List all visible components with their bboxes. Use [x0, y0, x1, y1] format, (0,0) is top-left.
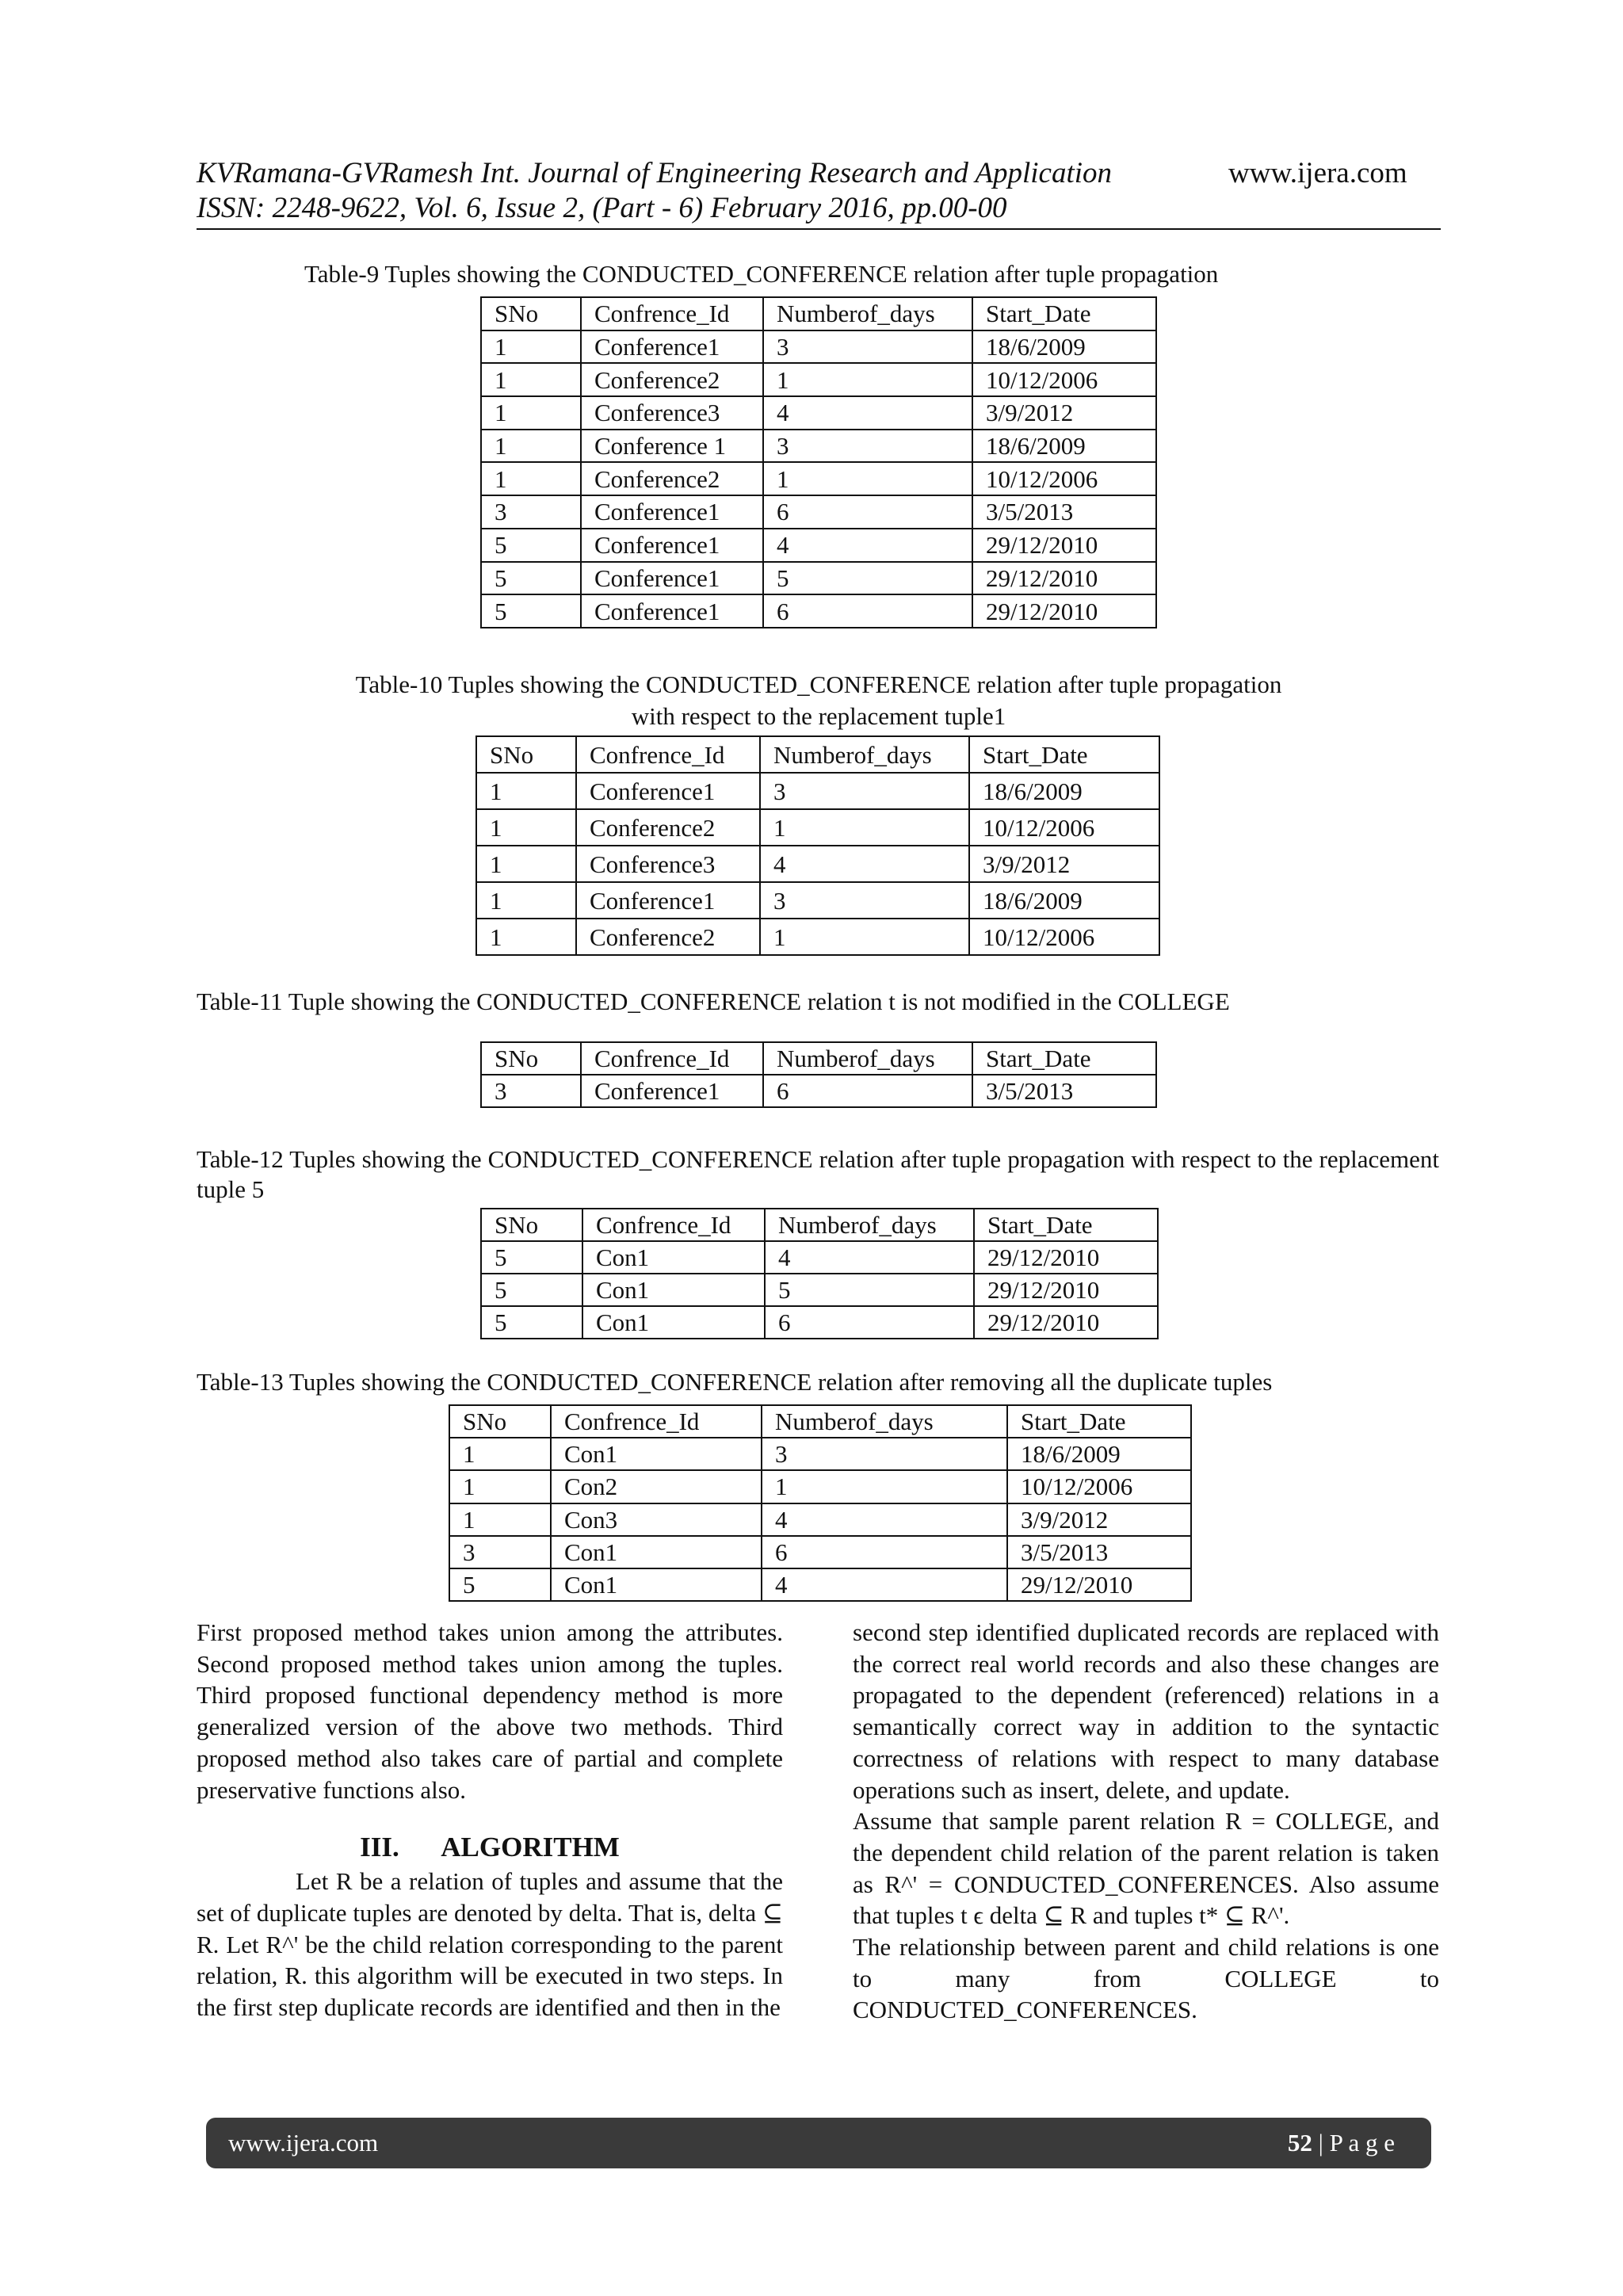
table-cell: 18/6/2009 — [969, 773, 1159, 809]
table-cell: 4 — [760, 846, 969, 882]
table-row — [449, 1536, 1191, 1568]
table-cell: 18/6/2009 — [972, 330, 1156, 364]
table-cell: 5 — [481, 1241, 582, 1274]
table-cell: Conference1 — [576, 773, 760, 809]
table-cell: 3/5/2013 — [1007, 1536, 1191, 1568]
table-row — [449, 1503, 1191, 1536]
table-cell: 3 — [760, 882, 969, 919]
table-cell: Confrence_Id — [581, 297, 763, 330]
table-row — [481, 562, 1156, 595]
table-cell: 6 — [763, 1075, 972, 1107]
table-cell: Con1 — [551, 1438, 762, 1470]
table-cell: SNo — [481, 297, 581, 330]
table-cell: 1 — [760, 919, 969, 955]
table-cell: 3/5/2013 — [972, 1075, 1156, 1107]
right-paragraph-3: The relationship between parent and child relations is one to many from COLLEGE to CONDUCTED_CONFERENCES. — [853, 1933, 1439, 2024]
table-cell: Conference 1 — [581, 430, 763, 463]
table-cell: 5 — [481, 594, 581, 628]
table-cell: Numberof_days — [763, 1042, 972, 1075]
table-cell: 29/12/2010 — [972, 529, 1156, 562]
table-cell: 1 — [762, 1470, 1007, 1503]
table-cell: 3 — [763, 330, 972, 364]
table-cell: 10/12/2006 — [972, 363, 1156, 396]
footer-bar — [206, 2118, 1431, 2168]
table-row — [481, 1075, 1156, 1107]
table-cell: Start_Date — [974, 1209, 1158, 1241]
table-cell: 29/12/2010 — [1007, 1568, 1191, 1601]
table-header-row — [481, 1042, 1156, 1075]
table-cell: Conference1 — [581, 1075, 763, 1107]
table-row — [476, 846, 1159, 882]
right-paragraph-2: Assume that sample parent relation R = COLLEGE, and the dependent child relation of the parent relation is taken as R^' = CONDUCTED_CONFERENCES. Also assume that tuples t ϵ delta ⊆ R and tuples t* ⊆ R^'. — [853, 1807, 1439, 1930]
left-paragraph-2: Let R be a relation of tuples and assume that the set of duplicate tuples are denoted by delta. That is, delta ⊆ R. Let R^' be the child relation corresponding to the parent relation, R. this algorithm will be executed in two steps. In the first step duplicate records are identified and then in the — [197, 1867, 783, 2022]
table-cell: Confrence_Id — [582, 1209, 765, 1241]
table-cell: Conference1 — [581, 562, 763, 595]
table-cell: 1 — [476, 773, 576, 809]
table-cell: 1 — [763, 363, 972, 396]
right-column — [853, 1617, 1439, 2026]
table-cell: 4 — [763, 396, 972, 430]
table-cell: 6 — [762, 1536, 1007, 1568]
table-cell: 5 — [481, 562, 581, 595]
table-cell: 1 — [449, 1470, 551, 1503]
table-cell: 5 — [481, 529, 581, 562]
table-row — [481, 430, 1156, 463]
table-cell: 1 — [476, 919, 576, 955]
table-row — [476, 773, 1159, 809]
table-cell: Con1 — [582, 1274, 765, 1306]
table-cell: 3/9/2012 — [1007, 1503, 1191, 1536]
table-row — [481, 594, 1156, 628]
table-cell: 4 — [762, 1503, 1007, 1536]
table-cell: Con3 — [551, 1503, 762, 1536]
table-cell: 29/12/2010 — [972, 594, 1156, 628]
table-cell: 3 — [763, 430, 972, 463]
table-cell: Conference2 — [576, 919, 760, 955]
table-cell: Start_Date — [969, 736, 1159, 773]
table-cell: Con2 — [551, 1470, 762, 1503]
table-cell: 4 — [762, 1568, 1007, 1601]
table-cell: 29/12/2010 — [972, 562, 1156, 595]
table-row — [449, 1470, 1191, 1503]
table-row — [449, 1438, 1191, 1470]
footer-page — [1288, 2129, 1395, 2157]
table-cell: 3 — [762, 1438, 1007, 1470]
table-cell: 3 — [760, 773, 969, 809]
table-row — [481, 462, 1156, 495]
table12-caption: Table-12 Tuples showing the CONDUCTED_CONFERENCE relation after tuple propagation with respect to the replacement tuple 5 — [197, 1145, 1439, 1203]
table-cell: SNo — [476, 736, 576, 773]
issn-line: ISSN: 2248-9622, Vol. 6, Issue 2, (Part - 6) February 2016, pp.00-00 — [197, 192, 1007, 224]
table13-caption: Table-13 Tuples showing the CONDUCTED_CONFERENCE relation after removing all the duplicate tuples — [197, 1368, 1273, 1396]
table-cell: 10/12/2006 — [969, 919, 1159, 955]
table-cell: Numberof_days — [760, 736, 969, 773]
table-row — [481, 396, 1156, 430]
table-cell: 3/9/2012 — [972, 396, 1156, 430]
table-row — [481, 529, 1156, 562]
table-cell: 18/6/2009 — [972, 430, 1156, 463]
table-cell: Conference1 — [576, 882, 760, 919]
table-cell: 1 — [763, 462, 972, 495]
page-label: | P a g e — [1318, 2129, 1395, 2157]
table-cell: 5 — [481, 1306, 582, 1339]
table-cell: 6 — [765, 1306, 974, 1339]
table10 — [475, 735, 1160, 956]
table-cell: 1 — [481, 330, 581, 364]
table-cell: 18/6/2009 — [969, 882, 1159, 919]
table-cell: Confrence_Id — [551, 1405, 762, 1438]
table-cell: Conference2 — [581, 462, 763, 495]
table-cell: Conference3 — [576, 846, 760, 882]
table-cell: Con1 — [582, 1241, 765, 1274]
table-cell: SNo — [481, 1042, 581, 1075]
table-cell: Numberof_days — [762, 1405, 1007, 1438]
footer-website[interactable]: www.ijera.com — [228, 2129, 379, 2157]
table-cell: Con1 — [582, 1306, 765, 1339]
table-cell: Conference1 — [581, 594, 763, 628]
table-cell: 5 — [763, 562, 972, 595]
table-cell: Conference2 — [576, 809, 760, 846]
table-cell: 1 — [476, 846, 576, 882]
table11 — [480, 1041, 1157, 1108]
table-cell: 18/6/2009 — [1007, 1438, 1191, 1470]
table-cell: 29/12/2010 — [974, 1241, 1158, 1274]
table10-caption-line2: with respect to the replacement tuple1 — [631, 702, 1006, 730]
table-cell: 3 — [449, 1536, 551, 1568]
table-row — [481, 1241, 1158, 1274]
page-number: 52 — [1287, 2129, 1312, 2157]
table-row — [481, 1306, 1158, 1339]
table9 — [480, 296, 1157, 628]
table-cell: 29/12/2010 — [974, 1306, 1158, 1339]
table-cell: Confrence_Id — [581, 1042, 763, 1075]
table11-caption: Table-11 Tuple showing the CONDUCTED_CONFERENCE relation t is not modified in the COLLEGE — [197, 988, 1230, 1015]
table-header-row — [481, 297, 1156, 330]
table-cell: 6 — [763, 594, 972, 628]
section-heading-algorithm — [197, 1829, 783, 1866]
table-cell: 6 — [763, 495, 972, 529]
table-cell: Con1 — [551, 1536, 762, 1568]
table-cell: 3 — [481, 495, 581, 529]
table-cell: Conference1 — [581, 495, 763, 529]
table-row — [481, 495, 1156, 529]
table-header-row — [476, 736, 1159, 773]
journal-website[interactable]: www.ijera.com — [1228, 157, 1407, 189]
table-cell: Numberof_days — [763, 297, 972, 330]
left-column — [197, 1617, 783, 2023]
section-title: ALGORITHM — [441, 1832, 620, 1863]
table-cell: Confrence_Id — [576, 736, 760, 773]
table-cell: 29/12/2010 — [974, 1274, 1158, 1306]
table-cell: Conference3 — [581, 396, 763, 430]
table9-caption: Table-9 Tuples showing the CONDUCTED_CONFERENCE relation after tuple propagation — [304, 260, 1219, 288]
table-cell: Conference2 — [581, 363, 763, 396]
table-cell: 1 — [481, 462, 581, 495]
table13 — [449, 1404, 1192, 1602]
table-cell: 10/12/2006 — [969, 809, 1159, 846]
table-header-row — [481, 1209, 1158, 1241]
left-paragraph-1: First proposed method takes union among the attributes. Second proposed method takes union among the tuples. Third proposed functional dependency method is more generalized version of the above two methods. Third proposed method also takes care of partial and complete preservative functions also. — [197, 1618, 783, 1804]
table-row — [481, 363, 1156, 396]
table-cell: 10/12/2006 — [972, 462, 1156, 495]
table-cell: SNo — [481, 1209, 582, 1241]
table-cell: 3/5/2013 — [972, 495, 1156, 529]
header-rule — [197, 228, 1441, 230]
right-paragraph-1: second step identified duplicated records are replaced with the correct real world records and also these changes are propagated to the dependent (referenced) relations in a semantically correct way in addition to the syntactic correctness of relations with respect to many database operations such as insert, delete, and update. — [853, 1618, 1439, 1804]
table-cell: 1 — [476, 809, 576, 846]
table-cell: 1 — [449, 1438, 551, 1470]
journal-title-line: KVRamana-GVRamesh Int. Journal of Engineering Research and Application — [197, 157, 1113, 189]
table-cell: 1 — [760, 809, 969, 846]
table-cell: Conference1 — [581, 529, 763, 562]
table-cell: Start_Date — [1007, 1405, 1191, 1438]
table-cell: Numberof_days — [765, 1209, 974, 1241]
table-cell: Start_Date — [972, 297, 1156, 330]
table-cell: 3/9/2012 — [969, 846, 1159, 882]
table-cell: SNo — [449, 1405, 551, 1438]
table-cell: 1 — [476, 882, 576, 919]
table-cell: 4 — [763, 529, 972, 562]
table-row — [476, 809, 1159, 846]
table-header-row — [449, 1405, 1191, 1438]
table-row — [476, 882, 1159, 919]
table-cell: Start_Date — [972, 1042, 1156, 1075]
table-row — [476, 919, 1159, 955]
table-cell: 1 — [481, 363, 581, 396]
table-cell: 10/12/2006 — [1007, 1470, 1191, 1503]
table-row — [481, 330, 1156, 364]
table-cell: 5 — [449, 1568, 551, 1601]
table-row — [481, 1274, 1158, 1306]
table-cell: Con1 — [551, 1568, 762, 1601]
table-cell: 5 — [765, 1274, 974, 1306]
table-cell: Conference1 — [581, 330, 763, 364]
table10-caption — [197, 669, 1441, 732]
table-cell: 3 — [481, 1075, 581, 1107]
table-cell: 1 — [481, 430, 581, 463]
table-cell: 1 — [481, 396, 581, 430]
table-cell: 5 — [481, 1274, 582, 1306]
table10-caption-line1: Table-10 Tuples showing the CONDUCTED_CONFERENCE relation after tuple propagation — [355, 670, 1282, 698]
table-cell: 4 — [765, 1241, 974, 1274]
section-number: III. — [360, 1832, 399, 1863]
table-row — [449, 1568, 1191, 1601]
table12 — [480, 1208, 1159, 1339]
table-cell: 1 — [449, 1503, 551, 1536]
